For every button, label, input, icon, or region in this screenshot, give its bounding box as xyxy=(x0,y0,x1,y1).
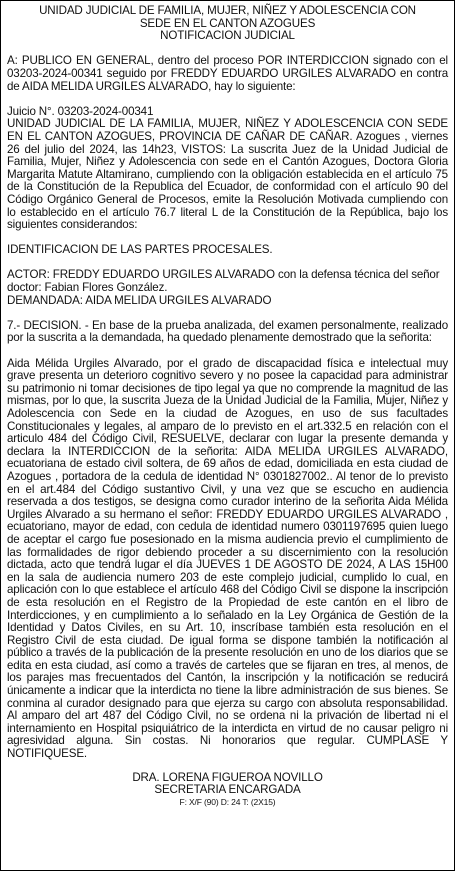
decision-paragraph: 7.- DECISION. - En base de la prueba analizada, del examen personalmente, realizado por la suscrita a la demandada, ha quedado plenamente demostrado que la señorita: xyxy=(7,318,448,345)
header-line-3: NOTIFICACION JUDICIAL xyxy=(160,29,295,43)
defendant-line: DEMANDADA: AIDA MELIDA URGILES ALVARADO xyxy=(7,293,272,307)
case-number: Juicio N°. 03203-2024-00341 xyxy=(7,104,154,118)
decree-paragraph: UNIDAD JUDICIAL DE LA FAMILIA, MUJER, NIÑEZ Y ADOLESCENCIA CON SEDE EN EL CANTON AZOGUES, PROVINCIA DE CAÑAR DE CAÑAR. Azogues , viernes 26 del julio del 2024, las 14h23, VISTOS: La suscrita Juez de la Unidad Judicial de Familia, Mujer, Niñez y Adolescencia con sede en el Cantón Azogues, Doctora Gloria Margarita Matute Altamirano, cumpliendo con la obligación establecida en el artículo 75 de la Constitución de la Republica del Ecuador, de conformidad con el artículo 90 del Código Orgánico General de Procesos, emite la Resolución Motivada cumpliendo con lo establecido en el artículo 76.7 literal L de la Constitución de la República, bajo los siguientes considerandos: xyxy=(7,117,448,232)
intro-paragraph: A: PUBLICO EN GENERAL, dentro del proceso POR INTERDICCION signado con el 03203-2024-00341 seguido por FREDDY EDUARDO URGILES ALVARADO en contra de AIDA MELIDA URGILES ALVARADO, hay lo siguiente: xyxy=(7,54,448,93)
header-line-1: UNIDAD JUDICIAL DE FAMILIA, MUJER, NIÑEZ Y ADOLESCENCIA CON xyxy=(39,4,416,17)
actor-paragraph: ACTOR: FREDDY EDUARDO URGILES ALVARADO con la defensa técnica del señor doctor: Fabian Flores González. xyxy=(7,268,440,295)
publication-code: F: X/F (90) D: 24 T: (2X15) xyxy=(179,796,276,807)
signature-block xyxy=(7,772,448,797)
signer-name: DRA. LORENA FIGUEROA NOVILLO xyxy=(132,770,323,784)
header-line-2: SEDE EN EL CANTON AZOGUES xyxy=(139,16,316,30)
resolution-body: Aida Mélida Urgiles Alvarado, por el grado de discapacidad física e intelectual muy grave presenta un deterioro cognitivo severo y no posee la capacidad para administrar su patrimonio ni tomar decisiones de tipo legal ya que no comprende la magnitud de las mismas, por lo que, la suscrita Jueza de la Unidad Judicial de la Familia, Mujer, Niñez y Adolescencia con Sede en la ciudad de Azogues, en uso de sus facultades Constitucionales y legales, al amparo de lo previsto en el art.332.5 en relación con el articulo 484 del Código Civil, RESUELVE, declarar con lugar la presente demanda y declara la INTERDICCION de la señorita: AIDA MELIDA URGILES ALVARADO, ecuatoriana de estado civil soltera, de 69 años de edad, domiciliada en esta ciudad de Azogues , portadora de la cedula de identidad N° 0301827002.. Al tenor de lo previsto en el art.484 del Código sustantivo Civil, y una vez que se escucho en audiencia reservada a dos testigos, se designa como curador interino de la señorita Aida Mélida Urgiles Alvarado a su hermano el señor: FREDDY EDUARDO URGILES ALVARADO , ecuatoriano, mayor de edad, con cedula de identidad numero 0301197695 quien luego de aceptar el cargo fue posesionado en la misma audiencia previo el cumplimiento de las formalidades de rigor debiendo proceder a su discernimiento con la resolución dictada, acto que tendrá lugar el día JUEVES 1 DE AGOSTO DE 2024, A LAS 15H00 en la sala de audiencia numero 203 de este complejo judicial, cumplido lo cual, en aplicación con lo que establece el artículo 468 del Código Civil se dispone la inscripción de esta resolución en el Registro de la Propiedad de este cantón en el libro de Interdicciones, y en cumplimiento a lo señalado en la Ley Orgánica de Gestión de la Identidad y Datos Civiles, en su Art. 10, inscríbase también esta resolución en el Registro Civil de esta ciudad. De igual forma se dispone también la notificación al público a través de la publicación de la presente resolución en uno de los diarios que se edita en esta ciudad, así como a través de carteles que se fijaran en tres, al menos, de los parajes mas frecuentados del Cantón, la inscripción y la notificación se reducirá únicamente a indicar que la interdicta no tiene la libre administración de sus bienes. Se conmina al curador designado para que ejerza su cargo con absoluta responsabilidad. Al amparo del art 487 del Código Civil, no se ordena ni la privación de libertad ni el internamiento en Hospital psiquiátrico de la interdicta en virtud de no causar peligro ni agresividad alguna. Sin costas. Ni honorarios que regular. CUMPLASE Y NOTIFIQUESE. xyxy=(7,356,448,761)
notice-header xyxy=(7,5,448,43)
parties-heading: IDENTIFICACION DE LAS PARTES PROCESALES. xyxy=(7,243,273,257)
signer-role: SECRETARIA ENCARGADA xyxy=(154,783,301,797)
